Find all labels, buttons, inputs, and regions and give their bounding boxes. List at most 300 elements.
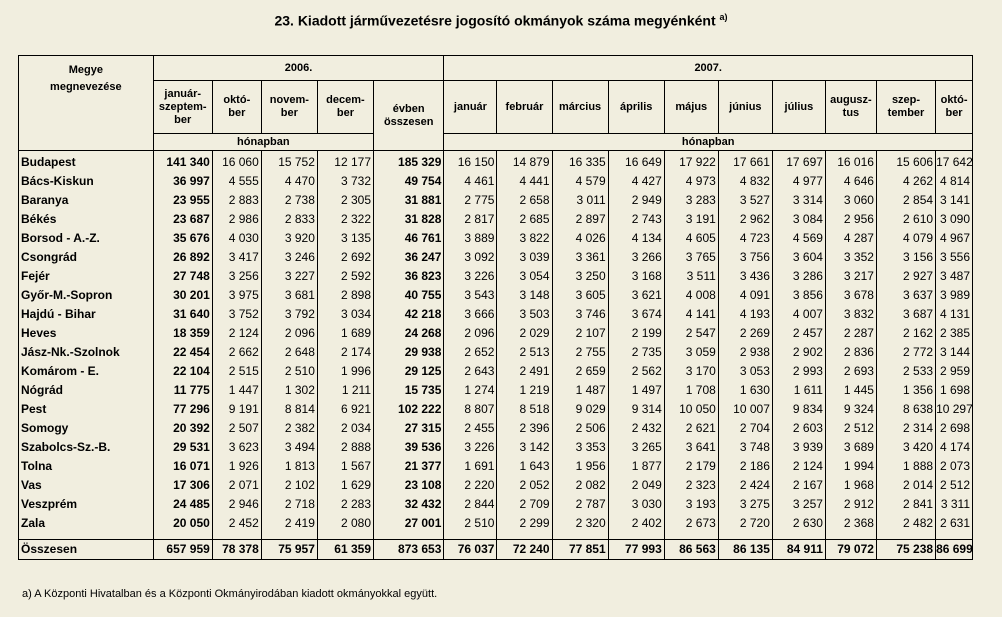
table-cell: 2 199 xyxy=(608,324,664,343)
table-cell: 2 305 xyxy=(317,191,373,210)
table-cell: 1 996 xyxy=(317,362,373,381)
table-cell: 17 661 xyxy=(718,151,772,173)
table-cell: 2 096 xyxy=(444,324,497,343)
table-cell: 2 124 xyxy=(772,457,825,476)
table-cell: 3 417 xyxy=(212,248,261,267)
table-cell: 27 748 xyxy=(153,267,212,286)
county-name: Veszprém xyxy=(19,495,154,514)
table-row xyxy=(19,476,973,495)
table-cell: 2 993 xyxy=(772,362,825,381)
table-cell: 2 096 xyxy=(261,324,317,343)
table-cell: 185 329 xyxy=(374,151,444,173)
year-2007-header: 2007. xyxy=(444,56,973,81)
table-cell: 8 638 xyxy=(876,400,935,419)
table-cell: 3 352 xyxy=(825,248,876,267)
table-cell: 3 605 xyxy=(552,286,608,305)
table-cell: 20 050 xyxy=(153,514,212,533)
table-cell: 2 402 xyxy=(608,514,664,533)
table-cell: 3 148 xyxy=(497,286,552,305)
table-cell: 4 832 xyxy=(718,172,772,191)
table-cell: 2 419 xyxy=(261,514,317,533)
table-row xyxy=(19,151,973,173)
table-cell: 4 287 xyxy=(825,229,876,248)
table-cell: 10 297 xyxy=(936,400,973,419)
table-cell: 29 938 xyxy=(374,343,444,362)
table-cell: 14 879 xyxy=(497,151,552,173)
county-name: Baranya xyxy=(19,191,154,210)
table-cell: 11 775 xyxy=(153,381,212,400)
county-name: Bács-Kiskun xyxy=(19,172,154,191)
table-cell: 3 311 xyxy=(936,495,973,514)
table-cell: 3 975 xyxy=(212,286,261,305)
table-cell: 2 836 xyxy=(825,343,876,362)
table-cell: 3 266 xyxy=(608,248,664,267)
table-cell: 3 227 xyxy=(261,267,317,286)
table-cell: 2 314 xyxy=(876,419,935,438)
table-cell: 30 201 xyxy=(153,286,212,305)
column-header-2007-5: június xyxy=(718,81,772,134)
table-cell: 3 060 xyxy=(825,191,876,210)
table-cell: 36 823 xyxy=(374,267,444,286)
table-cell: 3 314 xyxy=(772,191,825,210)
table-cell: 3 092 xyxy=(444,248,497,267)
table-cell: 2 396 xyxy=(497,419,552,438)
table-cell: 2 034 xyxy=(317,419,373,438)
table-cell: 40 755 xyxy=(374,286,444,305)
table-cell: 1 356 xyxy=(876,381,935,400)
table-cell: 2 787 xyxy=(552,495,608,514)
column-header-2006-1: októ- ber xyxy=(212,81,261,134)
table-cell: 1 497 xyxy=(608,381,664,400)
table-cell: 2 735 xyxy=(608,343,664,362)
table-cell: 2 844 xyxy=(444,495,497,514)
table-cell: 4 461 xyxy=(444,172,497,191)
table-cell: 2 424 xyxy=(718,476,772,495)
table-cell: 3 361 xyxy=(552,248,608,267)
table-cell: 31 828 xyxy=(374,210,444,229)
table-cell: 2 510 xyxy=(444,514,497,533)
table-row xyxy=(19,362,973,381)
table-cell: 2 631 xyxy=(936,514,973,533)
table-cell: 3 687 xyxy=(876,305,935,324)
table-cell: 2 432 xyxy=(608,419,664,438)
table-cell: 4 441 xyxy=(497,172,552,191)
table-cell: 2 512 xyxy=(825,419,876,438)
county-name: Borsod - A.-Z. xyxy=(19,229,154,248)
table-cell: 2 946 xyxy=(212,495,261,514)
total-cell: 78 378 xyxy=(212,540,261,560)
table-cell: 1 630 xyxy=(718,381,772,400)
table-cell: 27 315 xyxy=(374,419,444,438)
table-cell: 20 392 xyxy=(153,419,212,438)
table-cell: 4 091 xyxy=(718,286,772,305)
table-cell: 3 689 xyxy=(825,438,876,457)
column-header-2007-9: októ- ber xyxy=(936,81,973,134)
table-cell: 1 629 xyxy=(317,476,373,495)
total-cell: 77 851 xyxy=(552,540,608,560)
county-name: Győr-M.-Sopron xyxy=(19,286,154,305)
table-cell: 2 927 xyxy=(876,267,935,286)
county-name: Nógrád xyxy=(19,381,154,400)
table-cell: 12 177 xyxy=(317,151,373,173)
table-cell: 3 920 xyxy=(261,229,317,248)
column-header-2007-7: augusz- tus xyxy=(825,81,876,134)
table-cell: 3 494 xyxy=(261,438,317,457)
table-cell: 1 956 xyxy=(552,457,608,476)
licence-table xyxy=(18,55,973,560)
table-cell: 2 949 xyxy=(608,191,664,210)
table-row xyxy=(19,400,973,419)
table-cell: 42 218 xyxy=(374,305,444,324)
table-cell: 3 142 xyxy=(497,438,552,457)
county-name: Jász-Nk.-Szolnok xyxy=(19,343,154,362)
column-header-2007-1: február xyxy=(497,81,552,134)
table-cell: 2 533 xyxy=(876,362,935,381)
table-cell: 2 956 xyxy=(825,210,876,229)
county-name: Csongrád xyxy=(19,248,154,267)
table-cell: 1 689 xyxy=(317,324,373,343)
table-cell: 4 174 xyxy=(936,438,973,457)
table-cell: 2 455 xyxy=(444,419,497,438)
table-cell: 2 102 xyxy=(261,476,317,495)
table-cell: 1 888 xyxy=(876,457,935,476)
table-cell: 2 658 xyxy=(497,191,552,210)
table-cell: 2 841 xyxy=(876,495,935,514)
total-row xyxy=(19,540,973,560)
table-cell: 2 382 xyxy=(261,419,317,438)
table-cell: 2 962 xyxy=(718,210,772,229)
table-cell: 2 073 xyxy=(936,457,973,476)
table-cell: 3 275 xyxy=(718,495,772,514)
total-cell: 79 072 xyxy=(825,540,876,560)
table-cell: 27 001 xyxy=(374,514,444,533)
table-cell: 2 385 xyxy=(936,324,973,343)
table-cell: 2 592 xyxy=(317,267,373,286)
table-cell: 2 071 xyxy=(212,476,261,495)
table-cell: 36 997 xyxy=(153,172,212,191)
table-row xyxy=(19,229,973,248)
table-cell: 2 014 xyxy=(876,476,935,495)
table-cell: 2 673 xyxy=(664,514,718,533)
table-cell: 16 016 xyxy=(825,151,876,173)
table-cell: 2 743 xyxy=(608,210,664,229)
table-cell: 2 718 xyxy=(261,495,317,514)
table-row xyxy=(19,267,973,286)
table-cell: 2 368 xyxy=(825,514,876,533)
table-cell: 2 720 xyxy=(718,514,772,533)
table-cell: 1 968 xyxy=(825,476,876,495)
footnote: a) A Központi Hivatalban és a Központi Okmányirodában kiadott okmányokkal együtt. xyxy=(22,588,438,600)
table-cell: 3 135 xyxy=(317,229,373,248)
table-cell: 3 250 xyxy=(552,267,608,286)
table-cell: 31 640 xyxy=(153,305,212,324)
table-cell: 2 610 xyxy=(876,210,935,229)
table-cell: 36 247 xyxy=(374,248,444,267)
table-cell: 3 765 xyxy=(664,248,718,267)
table-cell: 3 681 xyxy=(261,286,317,305)
table-cell: 3 436 xyxy=(718,267,772,286)
county-column-header: Megye megnevezése xyxy=(19,56,154,151)
table-cell: 18 359 xyxy=(153,324,212,343)
table-cell: 3 039 xyxy=(497,248,552,267)
table-cell: 2 029 xyxy=(497,324,552,343)
table-cell: 24 268 xyxy=(374,324,444,343)
table-cell: 1 567 xyxy=(317,457,373,476)
table-cell: 3 666 xyxy=(444,305,497,324)
month-unit-2006: hónapban xyxy=(153,134,373,151)
table-cell: 2 507 xyxy=(212,419,261,438)
table-cell: 2 322 xyxy=(317,210,373,229)
table-cell: 1 274 xyxy=(444,381,497,400)
table-cell: 16 335 xyxy=(552,151,608,173)
table-cell: 4 193 xyxy=(718,305,772,324)
table-cell: 2 833 xyxy=(261,210,317,229)
table-cell: 3 832 xyxy=(825,305,876,324)
table-cell: 3 556 xyxy=(936,248,973,267)
county-name: Somogy xyxy=(19,419,154,438)
county-name: Pest xyxy=(19,400,154,419)
table-cell: 9 029 xyxy=(552,400,608,419)
year-2006-header: 2006. xyxy=(153,56,444,81)
table-cell: 2 512 xyxy=(936,476,973,495)
county-name: Heves xyxy=(19,324,154,343)
table-cell: 2 662 xyxy=(212,343,261,362)
table-cell: 16 060 xyxy=(212,151,261,173)
column-header-2006-2: novem- ber xyxy=(261,81,317,134)
table-cell: 2 482 xyxy=(876,514,935,533)
table-cell: 4 605 xyxy=(664,229,718,248)
table-cell: 4 007 xyxy=(772,305,825,324)
table-cell: 2 959 xyxy=(936,362,973,381)
total-cell: 75 238 xyxy=(876,540,935,560)
table-cell: 24 485 xyxy=(153,495,212,514)
total-cell: 77 993 xyxy=(608,540,664,560)
table-row xyxy=(19,438,973,457)
total-cell: 86 699 xyxy=(936,540,973,560)
table-row xyxy=(19,381,973,400)
table-cell: 3 170 xyxy=(664,362,718,381)
table-cell: 23 108 xyxy=(374,476,444,495)
column-header-2007-6: július xyxy=(772,81,825,134)
total-cell: 61 359 xyxy=(317,540,373,560)
table-cell: 2 082 xyxy=(552,476,608,495)
table-cell: 4 814 xyxy=(936,172,973,191)
table-cell: 2 621 xyxy=(664,419,718,438)
table-row xyxy=(19,286,973,305)
table-cell: 3 678 xyxy=(825,286,876,305)
table-cell: 2 299 xyxy=(497,514,552,533)
column-header-2006-0: január- szeptem- ber xyxy=(153,81,212,134)
table-cell: 102 222 xyxy=(374,400,444,419)
table-cell: 1 708 xyxy=(664,381,718,400)
table-cell: 3 889 xyxy=(444,229,497,248)
table-cell: 17 922 xyxy=(664,151,718,173)
table-cell: 2 698 xyxy=(936,419,973,438)
table-cell: 22 454 xyxy=(153,343,212,362)
table-cell: 3 053 xyxy=(718,362,772,381)
table-cell: 15 606 xyxy=(876,151,935,173)
county-name: Zala xyxy=(19,514,154,533)
table-cell: 10 050 xyxy=(664,400,718,419)
table-cell: 29 125 xyxy=(374,362,444,381)
total-cell: 86 135 xyxy=(718,540,772,560)
table-cell: 35 676 xyxy=(153,229,212,248)
table-cell: 3 511 xyxy=(664,267,718,286)
total-cell: 873 653 xyxy=(374,540,444,560)
table-cell: 2 320 xyxy=(552,514,608,533)
table-cell: 1 211 xyxy=(317,381,373,400)
table-cell: 2 883 xyxy=(212,191,261,210)
table-cell: 6 921 xyxy=(317,400,373,419)
table-cell: 10 007 xyxy=(718,400,772,419)
table-cell: 15 752 xyxy=(261,151,317,173)
table-cell: 3 144 xyxy=(936,343,973,362)
table-cell: 2 283 xyxy=(317,495,373,514)
table-cell: 8 518 xyxy=(497,400,552,419)
table-cell: 2 648 xyxy=(261,343,317,362)
table-cell: 2 107 xyxy=(552,324,608,343)
table-cell: 9 191 xyxy=(212,400,261,419)
table-cell: 1 877 xyxy=(608,457,664,476)
table-cell: 2 452 xyxy=(212,514,261,533)
table-cell: 16 150 xyxy=(444,151,497,173)
table-cell: 4 646 xyxy=(825,172,876,191)
title-text: 23. Kiadott járművezetésre jogosító okmányok száma megyénként xyxy=(274,12,716,29)
table-cell: 3 856 xyxy=(772,286,825,305)
table-cell: 39 536 xyxy=(374,438,444,457)
table-cell: 2 630 xyxy=(772,514,825,533)
table-cell: 2 186 xyxy=(718,457,772,476)
column-header-2006-3: decem- ber xyxy=(317,81,373,134)
table-cell: 26 892 xyxy=(153,248,212,267)
table-cell: 2 775 xyxy=(444,191,497,210)
table-cell: 2 755 xyxy=(552,343,608,362)
table-cell: 2 817 xyxy=(444,210,497,229)
table-cell: 3 156 xyxy=(876,248,935,267)
table-cell: 3 011 xyxy=(552,191,608,210)
table-cell: 141 340 xyxy=(153,151,212,173)
table-cell: 2 080 xyxy=(317,514,373,533)
table-cell: 2 287 xyxy=(825,324,876,343)
table-title xyxy=(0,12,1002,29)
table-cell: 1 487 xyxy=(552,381,608,400)
table-cell: 17 697 xyxy=(772,151,825,173)
table-cell: 9 324 xyxy=(825,400,876,419)
total-cell: 75 957 xyxy=(261,540,317,560)
table-cell: 2 457 xyxy=(772,324,825,343)
total-cell: 657 959 xyxy=(153,540,212,560)
table-cell: 17 306 xyxy=(153,476,212,495)
table-cell: 1 813 xyxy=(261,457,317,476)
table-cell: 3 286 xyxy=(772,267,825,286)
table-cell: 21 377 xyxy=(374,457,444,476)
table-cell: 16 649 xyxy=(608,151,664,173)
table-cell: 2 603 xyxy=(772,419,825,438)
table-cell: 2 124 xyxy=(212,324,261,343)
table-cell: 15 735 xyxy=(374,381,444,400)
table-cell: 1 447 xyxy=(212,381,261,400)
table-cell: 3 621 xyxy=(608,286,664,305)
column-header-2007-2: március xyxy=(552,81,608,134)
table-cell: 1 643 xyxy=(497,457,552,476)
total-cell: 86 563 xyxy=(664,540,718,560)
table-cell: 4 470 xyxy=(261,172,317,191)
table-cell: 16 071 xyxy=(153,457,212,476)
column-header-2007-3: április xyxy=(608,81,664,134)
county-name: Vas xyxy=(19,476,154,495)
table-cell: 2 692 xyxy=(317,248,373,267)
table-cell: 2 510 xyxy=(261,362,317,381)
table-cell: 23 955 xyxy=(153,191,212,210)
column-header-2007-0: január xyxy=(444,81,497,134)
table-cell: 3 641 xyxy=(664,438,718,457)
table-row xyxy=(19,210,973,229)
table-cell: 1 698 xyxy=(936,381,973,400)
table-cell: 3 746 xyxy=(552,305,608,324)
table-cell: 3 623 xyxy=(212,438,261,457)
table-cell: 4 262 xyxy=(876,172,935,191)
table-cell: 77 296 xyxy=(153,400,212,419)
table-row xyxy=(19,419,973,438)
table-cell: 3 059 xyxy=(664,343,718,362)
county-name: Hajdú - Bihar xyxy=(19,305,154,324)
table-cell: 3 257 xyxy=(772,495,825,514)
table-cell: 1 611 xyxy=(772,381,825,400)
table-cell: 2 162 xyxy=(876,324,935,343)
table-cell: 3 256 xyxy=(212,267,261,286)
table-cell: 1 691 xyxy=(444,457,497,476)
total-label: Összesen xyxy=(19,540,154,560)
table-cell: 3 265 xyxy=(608,438,664,457)
county-name: Szabolcs-Sz.-B. xyxy=(19,438,154,457)
county-name: Békés xyxy=(19,210,154,229)
table-cell: 3 283 xyxy=(664,191,718,210)
table-cell: 4 973 xyxy=(664,172,718,191)
table-cell: 8 814 xyxy=(261,400,317,419)
table-cell: 4 079 xyxy=(876,229,935,248)
total-cell: 72 240 xyxy=(497,540,552,560)
table-cell: 1 994 xyxy=(825,457,876,476)
table-cell: 3 034 xyxy=(317,305,373,324)
table-cell: 2 685 xyxy=(497,210,552,229)
table-cell: 3 748 xyxy=(718,438,772,457)
table-cell: 3 939 xyxy=(772,438,825,457)
table-cell: 4 141 xyxy=(664,305,718,324)
table-cell: 2 179 xyxy=(664,457,718,476)
month-unit-2007: hónapban xyxy=(444,134,973,151)
column-header-2007-4: május xyxy=(664,81,718,134)
table-cell: 1 302 xyxy=(261,381,317,400)
table-cell: 4 723 xyxy=(718,229,772,248)
table-cell: 2 772 xyxy=(876,343,935,362)
table-cell: 2 912 xyxy=(825,495,876,514)
table-cell: 3 030 xyxy=(608,495,664,514)
table-cell: 3 756 xyxy=(718,248,772,267)
table-cell: 1 219 xyxy=(497,381,552,400)
table-cell: 32 432 xyxy=(374,495,444,514)
table-cell: 2 220 xyxy=(444,476,497,495)
table-cell: 3 191 xyxy=(664,210,718,229)
table-cell: 4 569 xyxy=(772,229,825,248)
table-cell: 2 562 xyxy=(608,362,664,381)
table-cell: 3 527 xyxy=(718,191,772,210)
table-cell: 3 822 xyxy=(497,229,552,248)
table-cell: 3 353 xyxy=(552,438,608,457)
table-cell: 3 543 xyxy=(444,286,497,305)
table-cell: 9 314 xyxy=(608,400,664,419)
table-cell: 2 902 xyxy=(772,343,825,362)
table-cell: 3 246 xyxy=(261,248,317,267)
